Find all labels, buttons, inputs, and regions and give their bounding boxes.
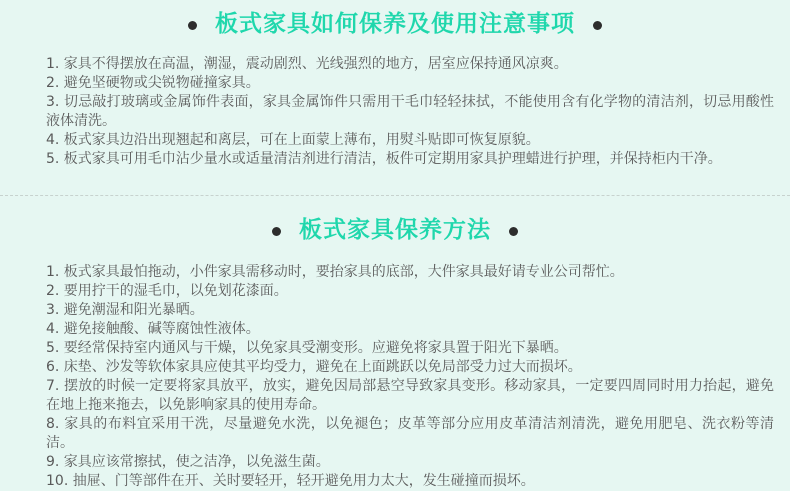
list-item: 2. 避免坚硬物或尖锐物碰撞家具。 xyxy=(46,75,260,91)
list-item: 1. 板式家具最怕拖动，小件家具需移动时，要抬家具的底部，大件家具最好请专业公司帮忙。 xyxy=(46,264,624,280)
section-care-methods xyxy=(0,196,790,491)
item-list xyxy=(46,55,774,169)
item-list xyxy=(46,263,774,491)
list-item: 5. 板式家具可用毛巾沾少量水或适量清洁剂进行清洁，板件可定期用家具护理蜡进行护理，并保持柜内干净。 xyxy=(46,151,722,167)
section-care-notes xyxy=(0,0,790,196)
section-title: 板式家具保养方法 xyxy=(299,217,491,243)
list-item: 7. 摆放的时候一定要将家具放平，放实，避免因局部悬空导致家具变形。移动家具，一定要四周同时用力抬起，避免在地上拖来拖去，以免影响家具的使用寿命。 xyxy=(46,378,774,413)
bullet-dot-icon xyxy=(272,227,281,236)
section-header xyxy=(0,0,790,37)
bullet-dot-icon xyxy=(509,227,518,236)
list-item: 10. 抽屉、门等部件在开、关时要轻开，轻开避免用力太大，发生碰撞而损坏。 xyxy=(46,473,535,489)
list-item: 5. 要经常保持室内通风与干燥，以免家具受潮变形。应避免将家具置于阳光下暴晒。 xyxy=(46,340,568,356)
list-item: 1. 家具不得摆放在高温，潮湿，震动剧烈、光线强烈的地方，居室应保持通风凉爽。 xyxy=(46,56,568,72)
list-item: 4. 避免接触酸、碱等腐蚀性液体。 xyxy=(46,321,260,337)
bullet-dot-icon xyxy=(188,21,197,30)
section-header xyxy=(0,196,790,243)
list-item: 9. 家具应该常擦拭，使之洁净，以免滋生菌。 xyxy=(46,454,330,470)
bullet-dot-icon xyxy=(593,21,602,30)
list-item: 2. 要用拧干的湿毛巾，以免划花漆面。 xyxy=(46,283,288,299)
list-item: 4. 板式家具边沿出现翘起和离层，可在上面蒙上薄布，用熨斗贴即可恢复原貌。 xyxy=(46,132,540,148)
list-item: 3. 切忌敲打玻璃或金属饰件表面，家具金属饰件只需用干毛巾轻轻抹拭，不能使用含有化学物的清洁剂，切忌用酸性液体清洗。 xyxy=(46,94,774,129)
list-item: 6. 床垫、沙发等软体家具应使其平均受力，避免在上面跳跃以免局部受力过大而损坏。 xyxy=(46,359,582,375)
list-item: 3. 避免潮湿和阳光暴晒。 xyxy=(46,302,204,318)
list-item: 8. 家具的布料宜采用干洗，尽量避免水洗，以免褪色；皮革等部分应用皮革清洁剂清洗，避免用肥皂、洗衣粉等清洁。 xyxy=(46,416,774,451)
section-title: 板式家具如何保养及使用注意事项 xyxy=(215,11,575,37)
